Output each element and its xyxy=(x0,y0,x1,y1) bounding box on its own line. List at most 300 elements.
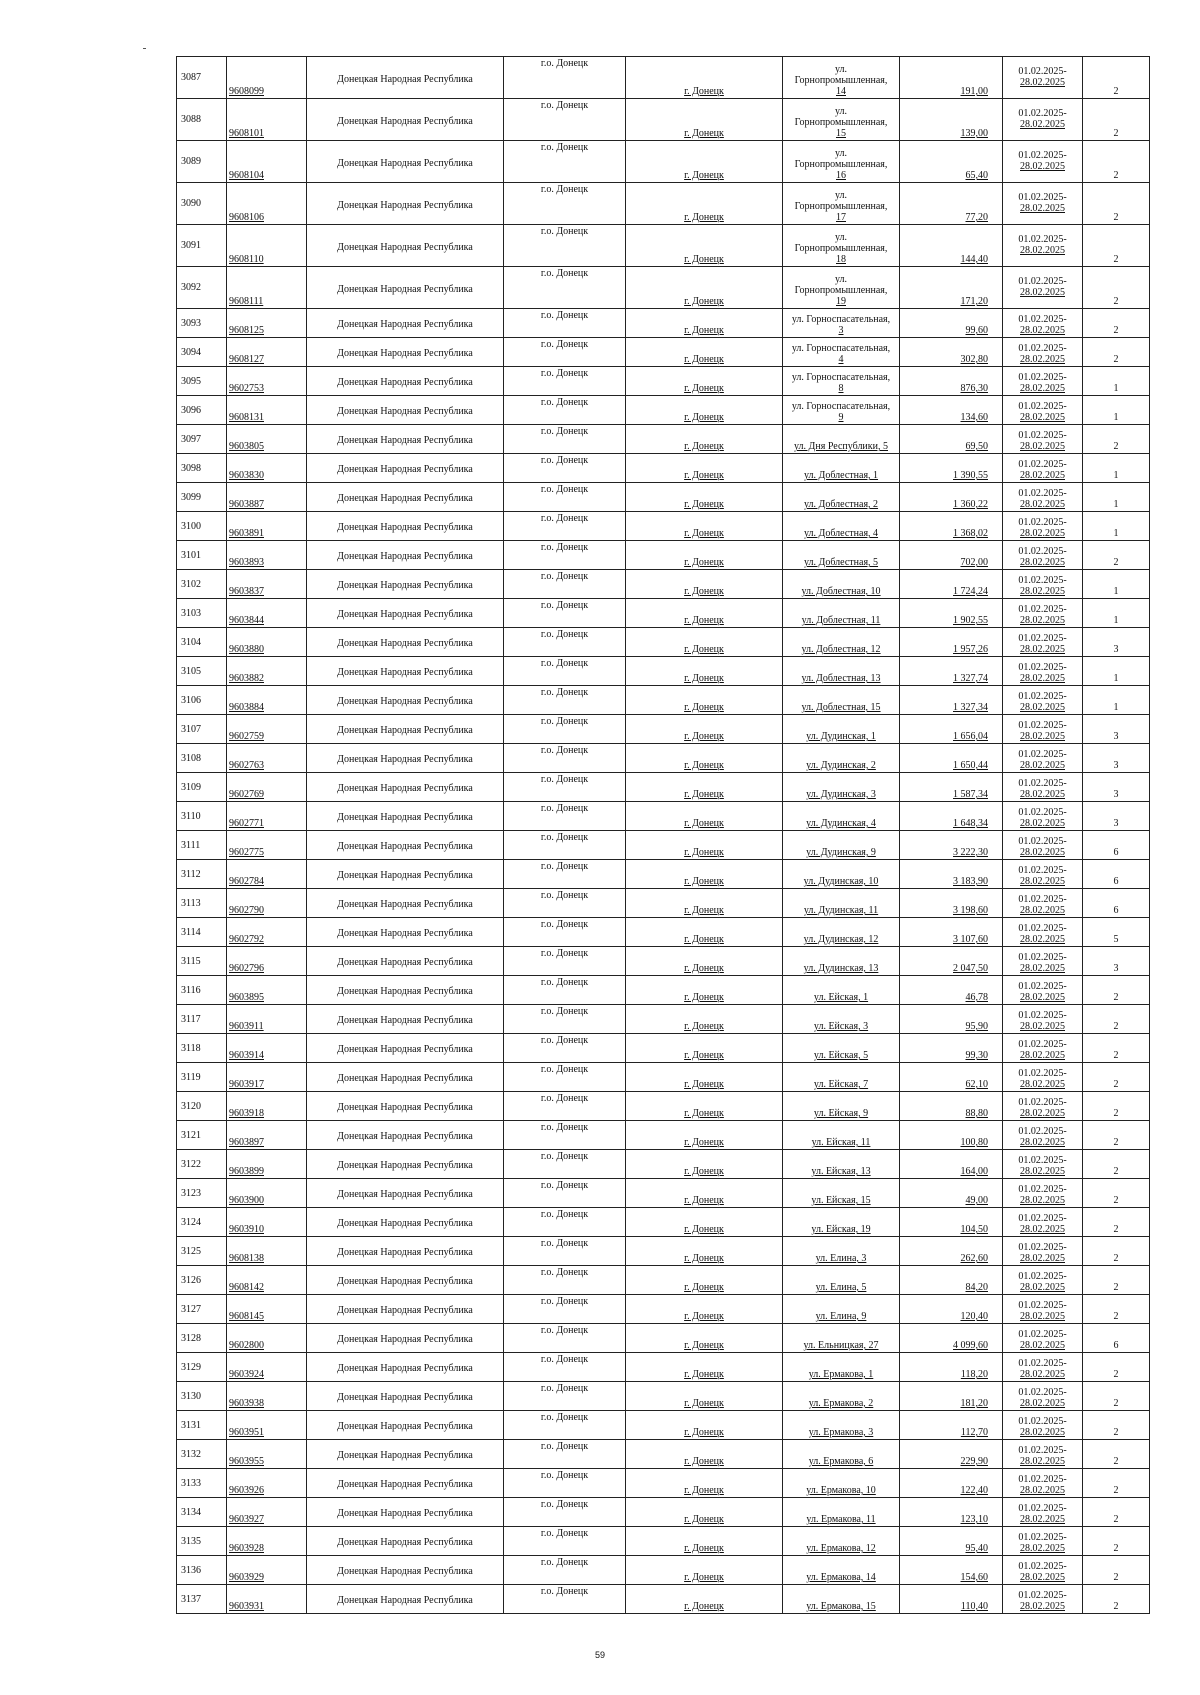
city-name xyxy=(626,1179,783,1208)
city-name xyxy=(626,657,783,686)
city-name-text: г. Донецк xyxy=(684,1166,724,1177)
period-range-text: 01.02.2025- xyxy=(1018,575,1067,586)
count-value-text: 3 xyxy=(1113,644,1119,655)
registry-table xyxy=(176,56,1150,1614)
period-range-text: 28.02.2025 xyxy=(1020,1456,1065,1467)
object-code xyxy=(227,1208,307,1237)
street-address-text: ул. Ермакова, 6 xyxy=(808,1456,874,1467)
period-range xyxy=(1003,599,1083,628)
row-number xyxy=(177,1469,227,1498)
area-value xyxy=(900,889,1003,918)
object-code xyxy=(227,454,307,483)
city-district-text: г.о. Донецк xyxy=(540,310,589,321)
count-value xyxy=(1083,183,1150,225)
row-number xyxy=(177,141,227,183)
object-code xyxy=(227,1150,307,1179)
city-name xyxy=(626,1150,783,1179)
street-address-text: ул. xyxy=(834,190,848,201)
object-code-text: 9603893 xyxy=(229,557,264,568)
city-district-text: г.о. Донецк xyxy=(540,339,589,350)
street-address-text: ул. Доблестная, 1 xyxy=(803,470,879,481)
street-address-text: 17 xyxy=(836,212,846,223)
region-name-text: Донецкая Народная Республика xyxy=(337,609,473,620)
city-name-text: г. Донецк xyxy=(684,499,724,510)
table-row xyxy=(177,1527,1150,1556)
city-district xyxy=(504,860,626,889)
region-name-text: Донецкая Народная Республика xyxy=(337,1334,473,1345)
city-district xyxy=(504,831,626,860)
region-name-text: Донецкая Народная Республика xyxy=(337,1044,473,1055)
count-value-text: 2 xyxy=(1113,1601,1119,1612)
object-code-text: 9608101 xyxy=(229,128,264,139)
area-value xyxy=(900,99,1003,141)
count-value-text: 2 xyxy=(1113,86,1119,97)
region-name xyxy=(307,454,504,483)
period-range-text: 28.02.2025 xyxy=(1020,161,1065,172)
city-name xyxy=(626,1498,783,1527)
period-range-text: 01.02.2025- xyxy=(1018,372,1067,383)
region-name-text: Донецкая Народная Республика xyxy=(337,1102,473,1113)
street-address xyxy=(783,1121,900,1150)
count-value xyxy=(1083,773,1150,802)
count-value xyxy=(1083,976,1150,1005)
row-number xyxy=(177,773,227,802)
row-number xyxy=(177,454,227,483)
city-name-text: г. Донецк xyxy=(684,789,724,800)
region-name xyxy=(307,541,504,570)
row-number-text: 3104 xyxy=(181,636,201,648)
count-value xyxy=(1083,889,1150,918)
street-address xyxy=(783,1266,900,1295)
city-district xyxy=(504,976,626,1005)
count-value-text: 1 xyxy=(1113,528,1119,539)
city-district-text: г.о. Донецк xyxy=(540,832,589,843)
object-code-text: 9603938 xyxy=(229,1398,264,1409)
row-number xyxy=(177,99,227,141)
table-row xyxy=(177,512,1150,541)
object-code-text: 9603929 xyxy=(229,1572,264,1583)
period-range-text: 28.02.2025 xyxy=(1020,383,1065,394)
city-district-text: г.о. Донецк xyxy=(540,1064,589,1075)
count-value xyxy=(1083,225,1150,267)
area-value xyxy=(900,1237,1003,1266)
period-range-text: 01.02.2025- xyxy=(1018,952,1067,963)
count-value-text: 2 xyxy=(1113,254,1119,265)
row-number xyxy=(177,628,227,657)
city-district-text: г.о. Донецк xyxy=(540,226,589,237)
city-name xyxy=(626,309,783,338)
table-row xyxy=(177,1324,1150,1353)
count-value-text: 2 xyxy=(1113,1311,1119,1322)
table-row xyxy=(177,1237,1150,1266)
city-name xyxy=(626,1353,783,1382)
region-name xyxy=(307,267,504,309)
city-district xyxy=(504,686,626,715)
row-number xyxy=(177,947,227,976)
street-address xyxy=(783,1353,900,1382)
object-code xyxy=(227,1121,307,1150)
city-name-text: г. Донецк xyxy=(684,1311,724,1322)
table-row xyxy=(177,183,1150,225)
period-range-text: 28.02.2025 xyxy=(1020,1166,1065,1177)
count-value-text: 3 xyxy=(1113,818,1119,829)
row-number-text: 3087 xyxy=(181,72,201,83)
region-name-text: Донецкая Народная Республика xyxy=(337,1363,473,1374)
period-range-text: 01.02.2025- xyxy=(1018,691,1067,702)
city-name xyxy=(626,599,783,628)
count-value xyxy=(1083,1324,1150,1353)
period-range-text: 01.02.2025- xyxy=(1018,720,1067,731)
street-address-text: ул. xyxy=(834,64,848,75)
object-code xyxy=(227,1237,307,1266)
row-number xyxy=(177,1353,227,1382)
row-number-text: 3095 xyxy=(181,375,201,387)
row-number-text: 3092 xyxy=(181,282,201,293)
area-value xyxy=(900,744,1003,773)
city-name xyxy=(626,1005,783,1034)
street-address-text: Горнопромышленная, xyxy=(794,117,888,128)
period-range-text: 28.02.2025 xyxy=(1020,1311,1065,1322)
period-range-text: 28.02.2025 xyxy=(1020,586,1065,597)
object-code-text: 9603891 xyxy=(229,528,264,539)
row-number-text: 3131 xyxy=(181,1419,201,1431)
area-value-text: 1 587,34 xyxy=(953,789,988,800)
period-range xyxy=(1003,1353,1083,1382)
row-number-text: 3098 xyxy=(181,462,201,474)
city-district-text: г.о. Донецк xyxy=(540,1441,589,1452)
city-name-text: г. Донецк xyxy=(684,1572,724,1583)
row-number xyxy=(177,1208,227,1237)
city-district xyxy=(504,773,626,802)
area-value-text: 88,80 xyxy=(965,1108,988,1119)
city-name-text: г. Донецк xyxy=(684,615,724,626)
object-code-text: 9603837 xyxy=(229,586,264,597)
row-number xyxy=(177,512,227,541)
street-address xyxy=(783,1150,900,1179)
area-value xyxy=(900,1092,1003,1121)
street-address xyxy=(783,141,900,183)
object-code xyxy=(227,1411,307,1440)
street-address xyxy=(783,773,900,802)
city-district-text: г.о. Донецк xyxy=(540,600,589,611)
table-row xyxy=(177,1469,1150,1498)
row-number-text: 3096 xyxy=(181,404,201,416)
count-value-text: 2 xyxy=(1113,1050,1119,1061)
period-range-text: 01.02.2025- xyxy=(1018,778,1067,789)
city-name xyxy=(626,715,783,744)
period-range-text: 01.02.2025- xyxy=(1018,749,1067,760)
area-value-text: 110,40 xyxy=(960,1601,988,1612)
city-name-text: г. Донецк xyxy=(684,557,724,568)
street-address xyxy=(783,183,900,225)
city-district-text: г.о. Донецк xyxy=(540,861,589,872)
region-name xyxy=(307,715,504,744)
table-row xyxy=(177,1179,1150,1208)
object-code xyxy=(227,715,307,744)
city-district xyxy=(504,141,626,183)
object-code-text: 9608110 xyxy=(229,254,264,265)
street-address-text: 4 xyxy=(838,354,844,365)
city-name xyxy=(626,1121,783,1150)
object-code xyxy=(227,425,307,454)
object-code xyxy=(227,1498,307,1527)
city-name xyxy=(626,1266,783,1295)
object-code-text: 9608106 xyxy=(229,212,264,223)
object-code-text: 9602796 xyxy=(229,963,264,974)
row-number-text: 3124 xyxy=(181,1216,201,1228)
row-number xyxy=(177,860,227,889)
city-district xyxy=(504,947,626,976)
city-name xyxy=(626,686,783,715)
count-value-text: 1 xyxy=(1113,615,1119,626)
row-number-text: 3102 xyxy=(181,578,201,590)
period-range-text: 01.02.2025- xyxy=(1018,1010,1067,1021)
city-district xyxy=(504,1585,626,1614)
row-number-text: 3105 xyxy=(181,665,201,677)
count-value-text: 2 xyxy=(1113,1021,1119,1032)
period-range-text: 01.02.2025- xyxy=(1018,488,1067,499)
row-number xyxy=(177,570,227,599)
city-name-text: г. Донецк xyxy=(684,86,724,97)
city-district xyxy=(504,454,626,483)
object-code-text: 9608127 xyxy=(229,354,264,365)
city-name xyxy=(626,141,783,183)
city-district xyxy=(504,628,626,657)
street-address xyxy=(783,686,900,715)
count-value-text: 3 xyxy=(1113,963,1119,974)
row-number xyxy=(177,425,227,454)
city-name xyxy=(626,744,783,773)
count-value-text: 2 xyxy=(1113,354,1119,365)
street-address-text: ул. Ермакова, 2 xyxy=(808,1398,874,1409)
street-address xyxy=(783,1324,900,1353)
street-address-text: ул. Горноспасательная, xyxy=(791,314,891,325)
city-name xyxy=(626,225,783,267)
count-value xyxy=(1083,309,1150,338)
row-number-text: 3128 xyxy=(181,1332,201,1344)
period-range-text: 01.02.2025- xyxy=(1018,276,1067,287)
object-code-text: 9602769 xyxy=(229,789,264,800)
period-range xyxy=(1003,396,1083,425)
count-value xyxy=(1083,657,1150,686)
row-number-text: 3090 xyxy=(181,198,201,209)
period-range xyxy=(1003,1179,1083,1208)
table-row xyxy=(177,425,1150,454)
row-number-text: 3123 xyxy=(181,1187,201,1199)
street-address-text: ул. Дудинская, 10 xyxy=(803,876,879,887)
object-code-text: 9602790 xyxy=(229,905,264,916)
table-row xyxy=(177,889,1150,918)
region-name xyxy=(307,141,504,183)
street-address xyxy=(783,1556,900,1585)
street-address-text: ул. Ейская, 1 xyxy=(813,992,869,1003)
count-value-text: 2 xyxy=(1113,296,1119,307)
object-code xyxy=(227,802,307,831)
city-name-text: г. Донецк xyxy=(684,934,724,945)
city-district-text: г.о. Донецк xyxy=(540,1122,589,1133)
table-row xyxy=(177,1121,1150,1150)
city-district-text: г.о. Донецк xyxy=(540,803,589,814)
object-code-text: 9603897 xyxy=(229,1137,264,1148)
object-code-text: 9603928 xyxy=(229,1543,264,1554)
object-code xyxy=(227,396,307,425)
table-row xyxy=(177,1440,1150,1469)
city-name-text: г. Донецк xyxy=(684,170,724,181)
object-code-text: 9608142 xyxy=(229,1282,264,1293)
row-number xyxy=(177,57,227,99)
street-address-text: ул. Ермакова, 15 xyxy=(806,1601,876,1612)
street-address xyxy=(783,1092,900,1121)
region-name xyxy=(307,1092,504,1121)
city-name-text: г. Донецк xyxy=(684,1282,724,1293)
row-number xyxy=(177,715,227,744)
count-value xyxy=(1083,1469,1150,1498)
count-value xyxy=(1083,1063,1150,1092)
street-address-text: ул. Дудинская, 11 xyxy=(803,905,879,916)
street-address-text: ул. Доблестная, 5 xyxy=(803,557,879,568)
region-name xyxy=(307,1411,504,1440)
period-range-text: 01.02.2025- xyxy=(1018,1561,1067,1572)
count-value-text: 2 xyxy=(1113,170,1119,181)
count-value-text: 3 xyxy=(1113,789,1119,800)
street-address-text: ул. xyxy=(834,106,848,117)
region-name xyxy=(307,1440,504,1469)
count-value xyxy=(1083,338,1150,367)
city-name-text: г. Донецк xyxy=(684,128,724,139)
street-address xyxy=(783,1005,900,1034)
object-code xyxy=(227,860,307,889)
city-name xyxy=(626,1034,783,1063)
row-number-text: 3118 xyxy=(181,1042,201,1054)
street-address xyxy=(783,57,900,99)
object-code-text: 9603882 xyxy=(229,673,264,684)
city-district xyxy=(504,483,626,512)
row-number xyxy=(177,1092,227,1121)
street-address xyxy=(783,367,900,396)
table-row xyxy=(177,860,1150,889)
period-range xyxy=(1003,309,1083,338)
period-range-text: 28.02.2025 xyxy=(1020,1021,1065,1032)
object-code-text: 9603884 xyxy=(229,702,264,713)
table-row xyxy=(177,918,1150,947)
count-value xyxy=(1083,1092,1150,1121)
city-district-text: г.о. Донецк xyxy=(540,1209,589,1220)
count-value-text: 2 xyxy=(1113,992,1119,1003)
period-range-text: 28.02.2025 xyxy=(1020,528,1065,539)
table-row xyxy=(177,57,1150,99)
count-value xyxy=(1083,1121,1150,1150)
count-value-text: 2 xyxy=(1113,1282,1119,1293)
object-code-text: 9603927 xyxy=(229,1514,264,1525)
street-address xyxy=(783,1440,900,1469)
count-value-text: 2 xyxy=(1113,557,1119,568)
period-range-text: 28.02.2025 xyxy=(1020,1572,1065,1583)
row-number-text: 3099 xyxy=(181,491,201,503)
object-code xyxy=(227,1382,307,1411)
region-name-text: Донецкая Народная Республика xyxy=(337,899,473,910)
count-value xyxy=(1083,1382,1150,1411)
street-address xyxy=(783,1237,900,1266)
period-range-text: 28.02.2025 xyxy=(1020,1514,1065,1525)
street-address xyxy=(783,1382,900,1411)
area-value-text: 171,20 xyxy=(960,296,988,307)
region-name xyxy=(307,1266,504,1295)
street-address-text: ул. Доблестная, 11 xyxy=(801,615,881,626)
table-row xyxy=(177,802,1150,831)
period-range-text: 01.02.2025- xyxy=(1018,1184,1067,1195)
object-code-text: 9608125 xyxy=(229,325,264,336)
region-name-text: Донецкая Народная Республика xyxy=(337,638,473,649)
region-name-text: Донецкая Народная Республика xyxy=(337,1479,473,1490)
count-value-text: 6 xyxy=(1113,847,1119,858)
object-code xyxy=(227,183,307,225)
city-name-text: г. Донецк xyxy=(684,673,724,684)
region-name-text: Донецкая Народная Республика xyxy=(337,1566,473,1577)
row-number-text: 3119 xyxy=(181,1071,201,1083)
period-range-text: 01.02.2025- xyxy=(1018,604,1067,615)
area-value-text: 112,70 xyxy=(960,1427,988,1438)
city-district xyxy=(504,1498,626,1527)
area-value xyxy=(900,1382,1003,1411)
area-value-text: 49,00 xyxy=(965,1195,988,1206)
city-name-text: г. Донецк xyxy=(684,586,724,597)
count-value xyxy=(1083,686,1150,715)
area-value-text: 1 656,04 xyxy=(953,731,988,742)
region-name xyxy=(307,99,504,141)
period-range-text: 01.02.2025- xyxy=(1018,865,1067,876)
street-address-text: 9 xyxy=(838,412,844,423)
count-value xyxy=(1083,267,1150,309)
row-number xyxy=(177,686,227,715)
street-address-text: 16 xyxy=(836,170,846,181)
count-value xyxy=(1083,628,1150,657)
region-name-text: Донецкая Народная Республика xyxy=(337,464,473,475)
city-district-text: г.о. Донецк xyxy=(540,100,589,111)
object-code xyxy=(227,1353,307,1382)
city-name-text: г. Донецк xyxy=(684,441,724,452)
area-value xyxy=(900,860,1003,889)
city-district xyxy=(504,1092,626,1121)
period-range-text: 28.02.2025 xyxy=(1020,1253,1065,1264)
table-row xyxy=(177,267,1150,309)
period-range-text: 28.02.2025 xyxy=(1020,818,1065,829)
area-value-text: 1 957,26 xyxy=(953,644,988,655)
count-value-text: 2 xyxy=(1113,1079,1119,1090)
count-value xyxy=(1083,1208,1150,1237)
count-value-text: 6 xyxy=(1113,905,1119,916)
city-name-text: г. Донецк xyxy=(684,1137,724,1148)
count-value-text: 1 xyxy=(1113,673,1119,684)
object-code-text: 9603931 xyxy=(229,1601,264,1612)
count-value xyxy=(1083,396,1150,425)
region-name-text: Донецкая Народная Республика xyxy=(337,551,473,562)
city-district xyxy=(504,802,626,831)
region-name-text: Донецкая Народная Республика xyxy=(337,1131,473,1142)
city-name-text: г. Донецк xyxy=(684,254,724,265)
row-number-text: 3112 xyxy=(181,868,201,880)
area-value xyxy=(900,141,1003,183)
period-range xyxy=(1003,744,1083,773)
period-range-text: 01.02.2025- xyxy=(1018,633,1067,644)
row-number-text: 3133 xyxy=(181,1477,201,1489)
count-value xyxy=(1083,1498,1150,1527)
period-range-text: 01.02.2025- xyxy=(1018,459,1067,470)
city-name-text: г. Донецк xyxy=(684,1021,724,1032)
table-row xyxy=(177,1092,1150,1121)
city-name-text: г. Донецк xyxy=(684,1224,724,1235)
area-value xyxy=(900,1324,1003,1353)
street-address-text: ул. Ермакова, 1 xyxy=(808,1369,874,1380)
